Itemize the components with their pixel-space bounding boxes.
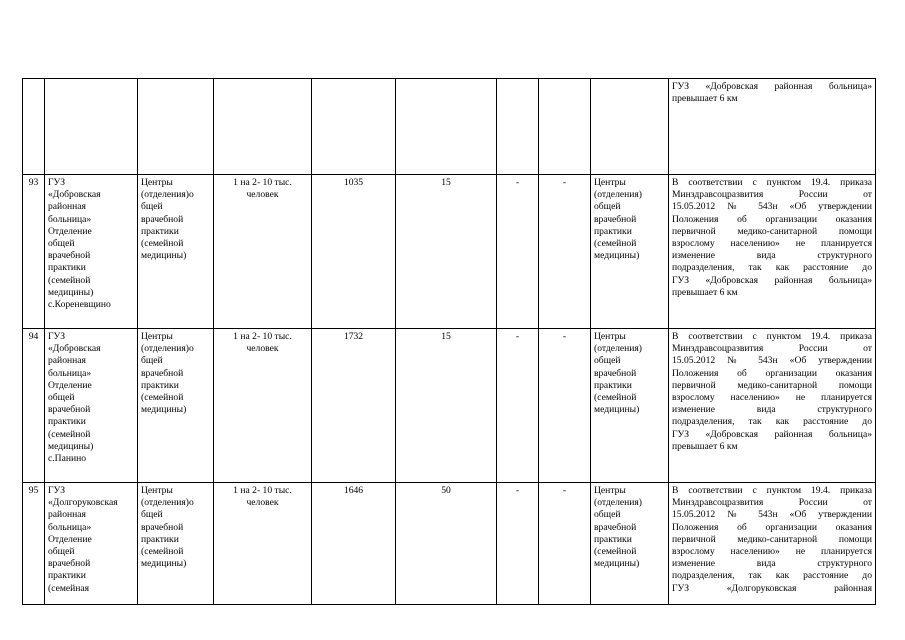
- note-line: В соответствии с пунктом 19.4. приказа: [672, 177, 872, 188]
- facility-type: Центры (отделения)о бщей врачебной практики (семейной медицины): [138, 175, 214, 329]
- note-line: Минздравсоцразвития России от: [672, 189, 872, 201]
- dash-1: -: [497, 483, 539, 605]
- note-line: подразделения, так как расстояние до: [672, 570, 872, 582]
- table-row: [23, 483, 876, 605]
- note-line: ГУЗ «Долгоруковская районная: [672, 582, 872, 594]
- note-line: Положения об организации оказания: [672, 521, 872, 533]
- note-line: превышает 6 км: [672, 286, 738, 298]
- facility-type-planned: Центры (отделения) общей врачебной практики (семейной медицины): [591, 483, 669, 605]
- facility-type: Центры (отделения)о бщей врачебной практики (семейной медицины): [138, 329, 214, 483]
- note-line: подразделения, так как расстояние до: [672, 416, 872, 428]
- facility-type-planned: Центры (отделения) общей врачебной практики (семейной медицины): [591, 329, 669, 483]
- table-row: [23, 329, 876, 483]
- population-norm: 1 на 2- 10 тыс. человек: [214, 175, 312, 329]
- note-line: изменение вида структурного: [672, 558, 872, 570]
- note-line: взрослому населению» не планируется: [672, 238, 872, 250]
- value-2: 15: [396, 329, 497, 483]
- population-norm: 1 на 2- 10 тыс. человек: [214, 329, 312, 483]
- note-line: превышает 6 км: [672, 93, 738, 105]
- note-line: Положения об организации оказания: [672, 367, 872, 379]
- note-line: ГУЗ «Добровская районная больница»: [672, 274, 872, 286]
- note: [669, 329, 876, 483]
- note-line: изменение вида структурного: [672, 404, 872, 416]
- note-line: 15.05.2012 № 543н «Об утверждении: [672, 509, 872, 521]
- table-row: [23, 79, 876, 175]
- facility-type-planned: Центры (отделения) общей врачебной практики (семейной медицины): [591, 175, 669, 329]
- note-line: В соответствии с пунктом 19.4. приказа: [672, 485, 872, 496]
- value-1: 1035: [312, 175, 396, 329]
- note: [669, 79, 876, 175]
- row-number: 93: [23, 175, 45, 329]
- note-line: Минздравсоцразвития России от: [672, 497, 872, 509]
- note-line: Минздравсоцразвития России от: [672, 343, 872, 355]
- facility-type-planned: [591, 79, 669, 175]
- dash-1: [497, 79, 539, 175]
- facility-type: [138, 79, 214, 175]
- note-line: изменение вида структурного: [672, 250, 872, 262]
- note-line: ГУЗ «Добровская районная больница»: [672, 428, 872, 440]
- value-2: 15: [396, 175, 497, 329]
- table-row: [23, 175, 876, 329]
- note-line: взрослому населению» не планируется: [672, 546, 872, 558]
- row-number: 95: [23, 483, 45, 605]
- facility-name: ГУЗ «Добровская районная больница» Отделение общей врачебной практики (семейной медицины) с.Панино: [45, 329, 138, 483]
- value-2: 50: [396, 483, 497, 605]
- note-line: взрослому населению» не планируется: [672, 392, 872, 404]
- dash-2: -: [539, 175, 591, 329]
- dash-2: -: [539, 483, 591, 605]
- note-line: первичной медико-санитарной помощи: [672, 225, 872, 237]
- note-line: первичной медико-санитарной помощи: [672, 379, 872, 391]
- facilities-table: [22, 78, 876, 605]
- note-line: ГУЗ «Добровская районная больница»: [672, 81, 872, 92]
- note-line: подразделения, так как расстояние до: [672, 262, 872, 274]
- note-line: В соответствии с пунктом 19.4. приказа: [672, 331, 872, 342]
- population-norm: 1 на 2- 10 тыс. человек: [214, 483, 312, 605]
- value-1: 1732: [312, 329, 396, 483]
- note-line: первичной медико-санитарной помощи: [672, 533, 872, 545]
- dash-2: [539, 79, 591, 175]
- dash-1: -: [497, 329, 539, 483]
- note-line: Положения об организации оказания: [672, 213, 872, 225]
- population-norm: [214, 79, 312, 175]
- facility-name: ГУЗ «Долгоруковская районная больница» Отделение общей врачебной практики (семейная: [45, 483, 138, 605]
- dash-2: -: [539, 329, 591, 483]
- facility-name: [45, 79, 138, 175]
- value-2: [396, 79, 497, 175]
- value-1: [312, 79, 396, 175]
- row-number: 94: [23, 329, 45, 483]
- note: [669, 175, 876, 329]
- document-page: [22, 78, 876, 605]
- note-line: превышает 6 км: [672, 440, 738, 452]
- note-line: 15.05.2012 № 543н «Об утверждении: [672, 201, 872, 213]
- facility-type: Центры (отделения)о бщей врачебной практики (семейной медицины): [138, 483, 214, 605]
- note: [669, 483, 876, 605]
- note-line: 15.05.2012 № 543н «Об утверждении: [672, 355, 872, 367]
- dash-1: -: [497, 175, 539, 329]
- row-number: [23, 79, 45, 175]
- value-1: 1646: [312, 483, 396, 605]
- facility-name: ГУЗ «Добровская районная больница» Отделение общей врачебной практики (семейной медицины) с.Кореневщино: [45, 175, 138, 329]
